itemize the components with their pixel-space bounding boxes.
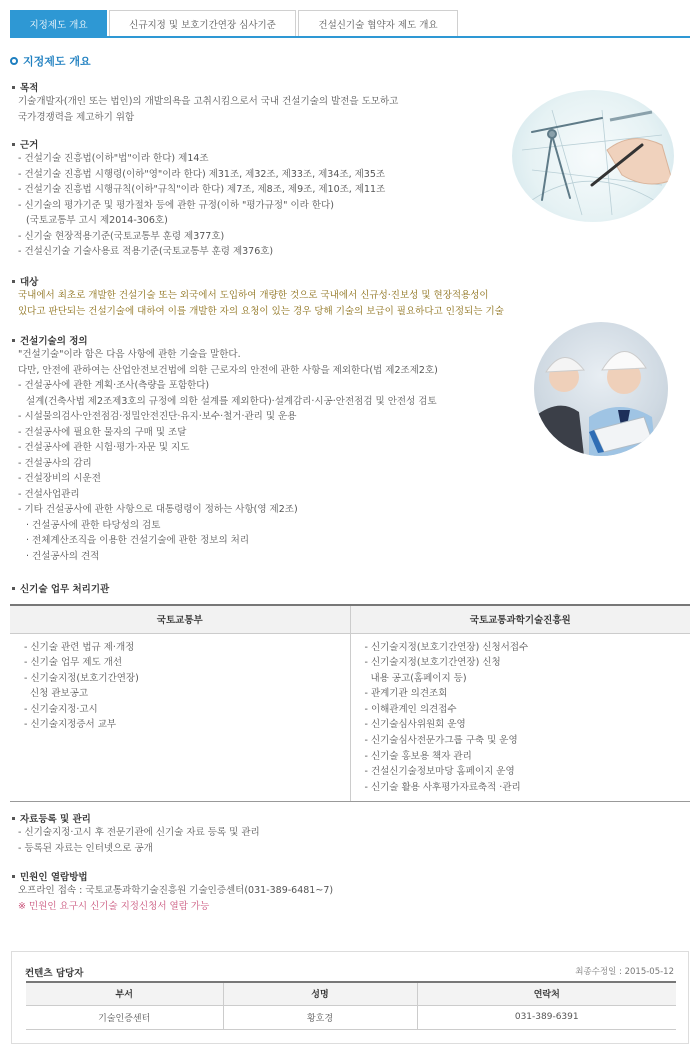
text-line: - 신기술의 평가기준 및 평가절차 등에 관한 규정(이하 "평가규정" 이라 한다)	[18, 199, 334, 211]
purpose-section	[12, 80, 398, 125]
list-item: - 신기술지정(보호기간연장) 신청	[364, 657, 501, 669]
square-bullet-icon	[12, 143, 15, 146]
page-title	[10, 53, 91, 69]
heading-text: 민원인 열람방법	[20, 872, 88, 883]
list-item: - 신기술지정(보호기간연장) 신청서접수	[364, 641, 529, 653]
tab-overview[interactable]	[10, 10, 107, 36]
heading-text: 근거	[20, 140, 39, 151]
section-heading	[12, 333, 438, 347]
text-line: - 신기술 현장적용기준(국토교통부 훈령 제377호)	[18, 230, 225, 242]
text-line: - 건설사업관리	[18, 488, 80, 500]
list-item: - 신기술심사위원회 운영	[364, 719, 466, 731]
last-updated: 최종수정일 : 2015-05-12	[575, 967, 674, 977]
text-line: - 신기술지정·고시 후 전문기관에 신기술 자료 등록 및 관리	[18, 827, 260, 838]
section-heading	[12, 581, 109, 595]
list-item: - 신기술 업무 제도 개선	[24, 657, 123, 669]
heading-text: 신기술 업무 처리기관	[20, 584, 110, 595]
list-item: - 관계기관 의견조회	[364, 688, 448, 700]
list-item: - 신기술 관련 법규 제·개정	[24, 641, 135, 653]
tab-review-criteria[interactable]	[109, 10, 296, 36]
table-row	[10, 633, 690, 802]
heading-text: 대상	[20, 277, 39, 288]
drafting-illustration-svg	[512, 90, 674, 222]
basis-section	[12, 137, 385, 260]
text-line: - 건설신기술 기술사용료 적용기준(국토교통부 훈령 제376호)	[18, 246, 274, 257]
list-item: - 이해관계인 의견접수	[364, 703, 457, 715]
contact-title: 컨텐츠 담당자	[25, 968, 84, 979]
table-row	[26, 1005, 676, 1029]
engineers-illustration	[534, 322, 668, 456]
text-line: - 건설장비의 시운전	[18, 473, 101, 484]
list-item: - 신기술 활용 사후평가자료축적 ·관리	[364, 781, 521, 793]
section-heading	[12, 274, 504, 288]
text-line: 설계(건축사법 제2조제3호의 규정에 의한 설계를 제외한다)·설계감리·시공·안전점검 및 안전성 검토	[26, 395, 437, 407]
square-bullet-icon	[12, 817, 15, 820]
heading-text: 건설기술의 정의	[20, 336, 88, 347]
section-heading	[12, 869, 333, 883]
text-line: 기술개발자(개인 또는 법인)의 개발의욕을 고취시킴으로서 국내 건설기술의 발전을 도모하고	[18, 96, 399, 107]
text-line: "건설기술"이라 함은 다음 사항에 관한 기술을 말한다.	[18, 349, 241, 360]
text-line: - 건설공사의 감리	[18, 457, 92, 469]
text-line: 다만, 안전에 관하여는 산업안전보건법에 의한 근로자의 안전에 관한 사항을 제외한다(법 제2조제2호)	[18, 364, 438, 376]
list-item: - 신기술지정증서 교부	[24, 719, 117, 731]
agencies-section	[12, 581, 109, 595]
records-section	[12, 811, 260, 856]
text-line: (국토교통부 고시 제2014-306호)	[26, 215, 168, 226]
table-cell: 기술인증센터	[26, 1005, 223, 1029]
tab-label: 건설신기술 협약자 제도 개요	[318, 19, 438, 31]
text-line: - 시설물의검사·안전점검·정밀안전진단·유지·보수·철거·관리 및 운용	[18, 411, 297, 422]
page-title-text: 지정제도 개요	[23, 55, 91, 68]
engineers-illustration-svg	[534, 322, 668, 456]
column-header: 연락처	[417, 982, 676, 1005]
table-header-row	[10, 605, 690, 633]
tab-label: 신규지정 및 보호기간연장 심사기준	[129, 19, 276, 31]
text-line: - 건설기술 진흥법 시행령(이하"영"이라 한다) 제31조, 제32조, 제33조, 제34조, 제35조	[18, 168, 386, 180]
drafting-illustration	[512, 90, 674, 222]
circle-bullet-icon	[10, 57, 18, 65]
text-line: · 건설공사에 관한 타당성의 검토	[26, 519, 161, 531]
tab-bar	[10, 10, 460, 36]
list-item: - 신기술지정(보호기간연장)	[24, 672, 139, 684]
square-bullet-icon	[12, 875, 15, 878]
list-item: - 건설신기술정보마당 홈페이지 운영	[364, 766, 515, 778]
section-heading	[12, 80, 398, 94]
square-bullet-icon	[12, 587, 15, 590]
heading-text: 목적	[20, 83, 39, 94]
agencies-table	[10, 604, 690, 802]
section-heading	[12, 811, 260, 825]
text-line: 있다고 판단되는 건설기술에 대하여 이를 개발한 자의 요청이 있는 경우 당해 기술의 보급이 필요하다고 인정되는 기술	[18, 305, 504, 317]
text-line: 오프라인 접속 : 국토교통과학기술진흥원 기술인증센터(031-389-6481~7)	[18, 885, 334, 896]
text-line: - 건설기술 진흥법(이하"법"이라 한다) 제14조	[18, 153, 209, 164]
list-item: - 신기술심사전문가그룹 구축 및 운영	[364, 735, 518, 747]
table-cell	[350, 633, 690, 802]
text-line: ※ 민원인 요구시 신기술 지정신청서 열람 가능	[18, 900, 210, 912]
contact-table	[26, 981, 676, 1030]
contact-box	[11, 951, 689, 1044]
tab-agreement-overview[interactable]	[298, 10, 458, 36]
column-header: 국토교통과학기술진흥원	[350, 605, 690, 633]
text-line: · 전체계산조직을 이용한 건설기술에 관한 정보의 처리	[26, 535, 250, 546]
list-item: - 신기술 홍보용 책자 관리	[364, 750, 472, 762]
text-line: 국내에서 최초로 개발한 건설기술 또는 외국에서 도입하여 개량한 것으로 국내에서 신규성·진보성 및 현장적용성이	[18, 290, 489, 301]
text-line: - 건설공사에 필요한 물자의 구매 및 조달	[18, 426, 187, 438]
tab-label: 지정제도 개요	[29, 19, 88, 31]
square-bullet-icon	[12, 280, 15, 283]
viewing-section	[12, 869, 333, 914]
table-cell: 황호경	[223, 1005, 417, 1029]
list-item: 신청 관보공고	[30, 688, 89, 700]
section-heading	[12, 137, 385, 151]
list-item: - 신기술지정·고시	[24, 703, 98, 715]
heading-text: 자료등록 및 관리	[20, 814, 91, 825]
square-bullet-icon	[12, 86, 15, 89]
table-header-row	[26, 982, 676, 1005]
table-cell	[10, 633, 350, 802]
definition-section	[12, 333, 438, 564]
table-cell: 031-389-6391	[417, 1005, 676, 1029]
column-header: 성명	[223, 982, 417, 1005]
text-line: - 건설공사에 관한 시험·평가·자문 및 지도	[18, 442, 190, 453]
text-line: 국가경쟁력을 제고하기 위함	[18, 111, 135, 123]
text-line: - 등록된 자료는 인터넷으로 공개	[18, 842, 153, 854]
tab-underline	[10, 36, 690, 38]
column-header: 국토교통부	[10, 605, 350, 633]
column-header: 부서	[26, 982, 223, 1005]
text-line: · 건설공사의 견적	[26, 550, 100, 562]
text-line: - 기타 건설공사에 관한 사항으로 대통령령이 정하는 사항(영 제2조)	[18, 504, 298, 515]
text-line: - 건설공사에 관한 계획·조사(측량을 포함한다)	[18, 380, 210, 391]
text-line: - 건설기술 진흥법 시행규칙(이하"규칙"이라 한다) 제7조, 제8조, 제9조, 제10조, 제11조	[18, 184, 386, 195]
target-section	[12, 274, 504, 319]
list-item: 내용 공고(홈페이지 등)	[370, 672, 467, 684]
square-bullet-icon	[12, 339, 15, 342]
